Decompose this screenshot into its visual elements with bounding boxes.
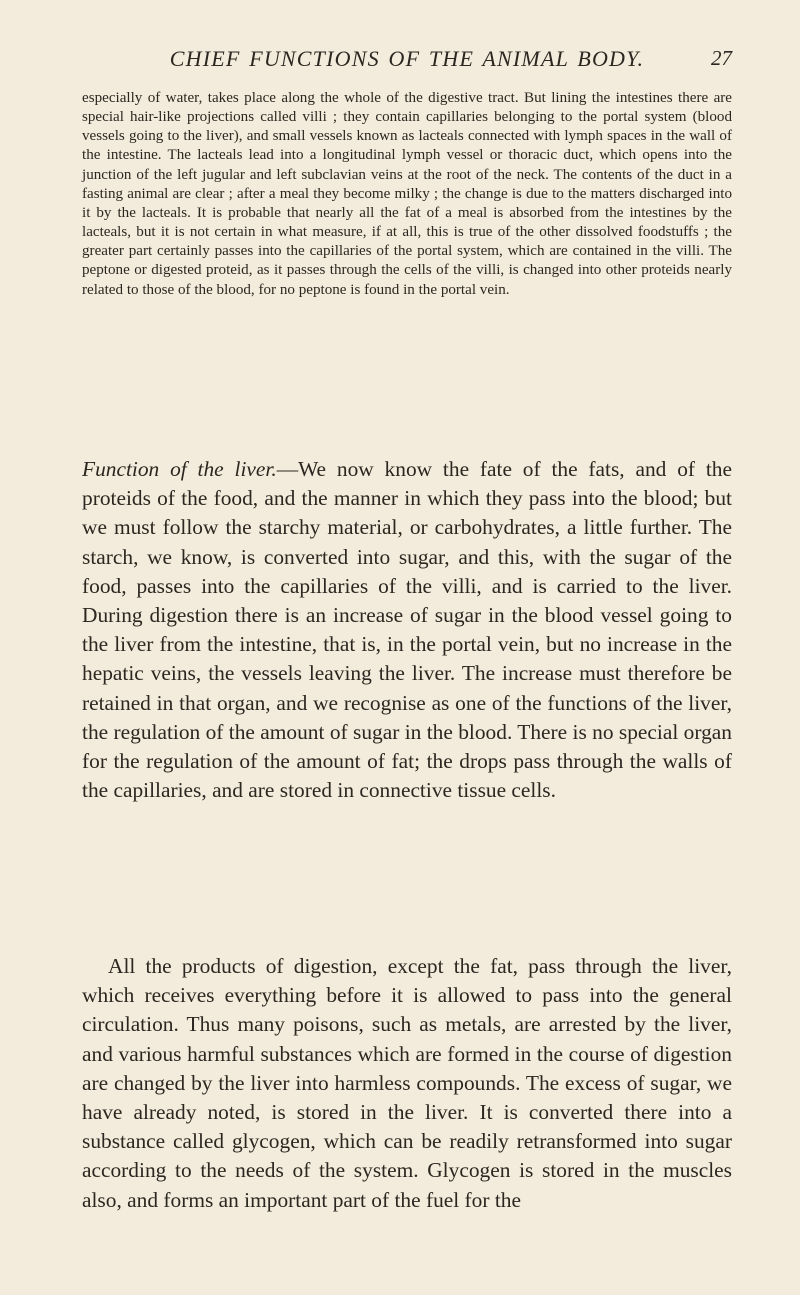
paragraph-products-of-digestion: All the products of digestion, except the fat, pass through the liver, which receives everything before it is allowed to pass into the general circulation. Thus many poisons, such as metals, are arrested by the liver, and various harmful substances which are formed in the course of digestion are changed by the liver into harmless compounds. The excess of sugar, we have already noted, is stored in the liver. It is converted there into a substance called glycogen, which can be readily retransformed into sugar according to the needs of the system. Glycogen is stored in the muscles also, and forms an important part of the fuel for the [82, 954, 732, 1212]
running-header [82, 34, 732, 74]
paragraph-absorption: especially of water, takes place along the whole of the digestive tract. But lining the intestines there are special hair-like projections called villi ; they contain capillaries belonging to the portal system (blood vessels going to the liver), and small vessels known as lacteals connected with lymph spaces in the wall of the intestine. The lacteals lead into a longitudinal lymph vessel or thoracic duct, which opens into the junction of the left jugular and left subclavian veins at the root of the neck. The contents of the duct in a fasting animal are clear ; after a meal they become milky ; the change is due to the matters discharged into it by the lacteals. It is probable that nearly all the fat of a meal is absorbed from the intestines by the lacteals, but it is not certain in what measure, if at all, this is true of the other dissolved foodstuffs ; the greater part certainly passes into the capillaries of the portal system, which are contained in the villi. The peptone or digested proteid, as it passes through the cells of the villi, is changed into other proteids nearly related to those of the blood, for no peptone is found in the portal vein. [82, 90, 732, 298]
paragraph-function-of-liver [82, 455, 732, 805]
running-title: CHIEF FUNCTIONS OF THE ANIMAL BODY. [169, 46, 645, 71]
paragraph-liver-text: —We now know the fate of the fats, and of the proteids of the food, and the manner in which they pass into the blood; but we must follow the starchy material, or carbohydrates, a little further. The starch, we know, is converted into sugar, and this, with the sugar of the food, passes into the capillaries of the villi, and is carried to the liver. During digestion there is an increase of sugar in the blood vessel going to the liver from the intestine, that is, in the portal vein, but no increase in the hepatic veins, the vessels leaving the liver. The increase must therefore be retained in that organ, and we recognise as one of the functions of the liver, the regulation of the amount of sugar in the blood. There is no special organ for the regulation of the amount of fat; the drops pass through the walls of the capillaries, and are stored in connective tissue cells. [82, 457, 732, 803]
section-heading: Function of the liver. [82, 457, 277, 481]
page-number: 27 [711, 46, 732, 70]
